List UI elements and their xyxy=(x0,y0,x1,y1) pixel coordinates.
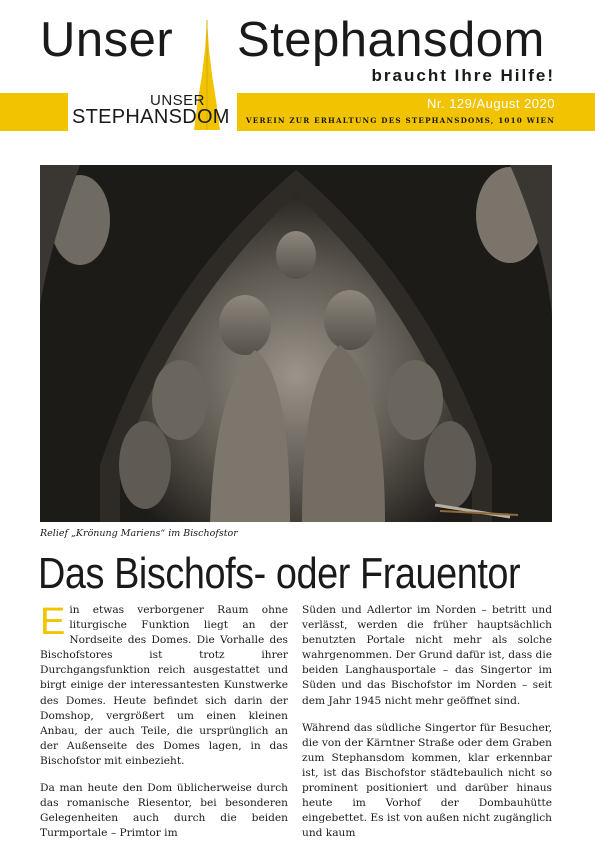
article-headline: Das Bischofs- oder Frauentor xyxy=(38,549,521,598)
paragraph: Süden und Adlertor im Norden – betritt und verlässt, werden die früher hauptsächlich benutzten Portale nicht mehr als solche wahrgenommen. Der Grund dafür ist, dass die beiden Langhausportale – das Singertor im Süden und das Bischofstor im Norden – seit dem Jahr 1945 nicht mehr geöffnet sind. xyxy=(302,604,552,707)
drop-cap: E xyxy=(40,601,66,643)
masthead-word-unser: Unser xyxy=(40,13,174,67)
paragraph xyxy=(40,603,288,769)
relief-photo xyxy=(40,165,552,522)
yellow-band-left xyxy=(0,93,68,131)
paragraph-text: in etwas verborgener Raum ohne liturgische Funktion liegt an der Nordseite des Domes. Die Vorhalle des Bischofstores ist trotz ihrer Durchgangsfunktion reich ausgestattet und birgt einige der interessantesten Kunstwerke des Domes. Heute befindet sich darin der Domshop, vergrößert um einen kleinen Anbau, der auch Teile, die ursprünglich an der Außenseite des Domes lagen, in das Bischofstor mit einbezieht. xyxy=(40,604,288,767)
logo-text-unser: UNSER xyxy=(150,92,206,109)
paragraph: Da man heute den Dom üblicherweise durch das romanische Riesentor, bei besonderen Gelegenheiten auch durch die beiden Turmportale – Primtor im xyxy=(40,782,288,840)
masthead-word-stephansdom: Stephansdom xyxy=(237,13,545,67)
relief-image xyxy=(40,165,552,522)
article-column-1 xyxy=(40,603,288,853)
logo-text-stephansdom: STEPHANSDOM xyxy=(72,106,230,128)
publisher-line: VEREIN ZUR ERHALTUNG DES STEPHANSDOMS, 1010 WIEN xyxy=(246,116,555,125)
paragraph: Während das südliche Singertor für Besucher, die von der Kärntner Straße oder dem Graben zum Stephansdom kommen, klar erkennbar ist, ist das Bischofstor städtebaulich nicht so prominent positioniert und darüber hinaus heute im Vorhof der Dombauhütte eingebettet. Es ist von außen nicht zugänglich und kaum xyxy=(302,721,552,840)
issue-number: Nr. 129/August 2020 xyxy=(426,96,555,111)
article-column-2 xyxy=(302,603,552,853)
photo-caption: Relief „Krönung Mariens“ im Bischofstor xyxy=(40,528,238,539)
masthead-tagline: braucht Ihre Hilfe! xyxy=(371,66,555,85)
